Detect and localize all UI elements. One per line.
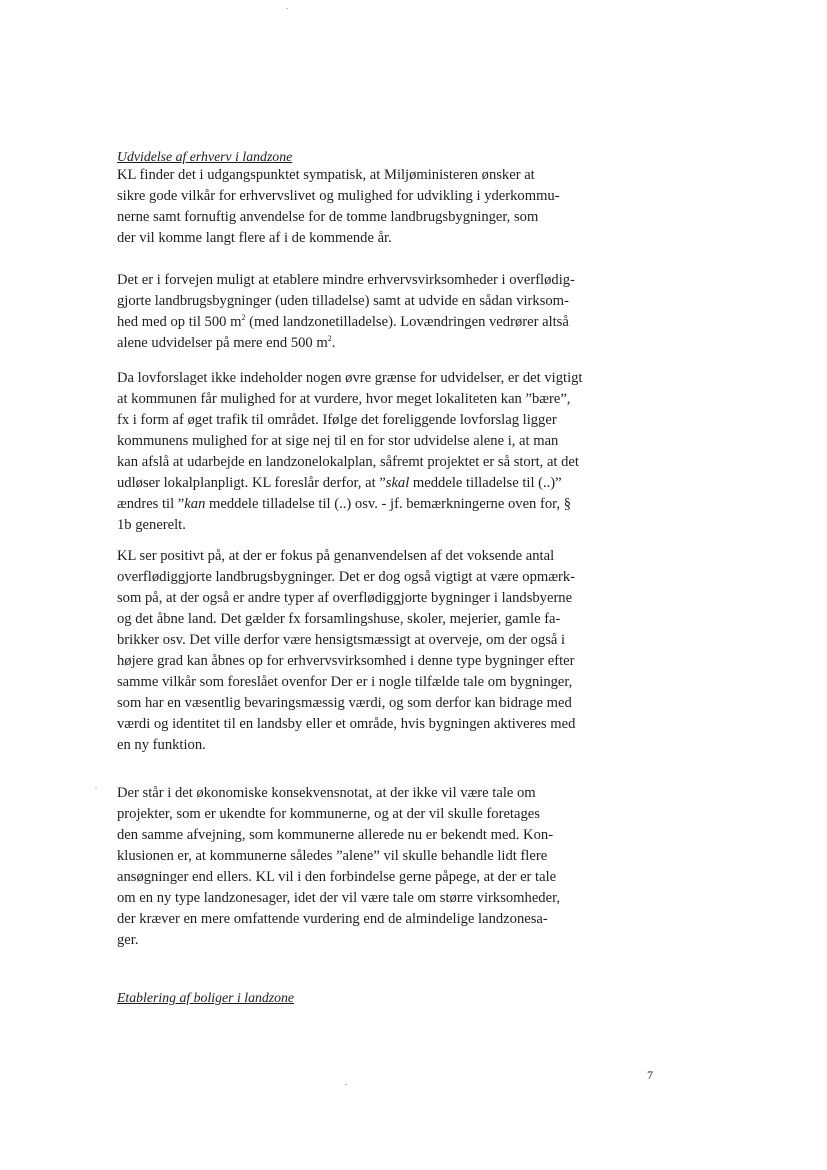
text-line: om en ny type landzonesager, idet der vil være tale om større virksomheder, [117,890,560,906]
text-line: der vil komme langt flere af i de kommende år. [117,230,392,246]
text-segment: meddele tilladelse til (..)” [409,475,562,491]
text-segment: hed med op til 500 m [117,314,242,330]
text-line: projekter, som er ukendte for kommunerne, og at der vil skulle foretages [117,806,540,822]
text-line: Da lovforslaget ikke indeholder nogen øvre grænse for udvidelser, er det vigtigt [117,370,583,386]
text-line: Der står i det økonomiske konsekvensnotat, at der ikke vil være tale om [117,785,536,801]
scan-speck [95,787,97,788]
text-segment: ændres til ” [117,496,185,512]
text-line: ger. [117,932,139,948]
scan-speck [345,1084,347,1085]
text-segment: (med landzonetilladelse). Lovændringen vedrører altså [245,314,569,330]
text-segment: udløser lokalplanpligt. KL foreslår derfor, at ” [117,475,386,491]
text-line: som har en væsentlig bevaringsmæssig værdi, og som derfor kan bidrage med [117,695,572,711]
text-line: kan afslå at udarbejde en landzonelokalplan, såfremt projektet er så stort, at det [117,454,579,470]
text-line: 1b generelt. [117,517,186,533]
heading-etablering: Etablering af boliger i landzone [117,990,295,1005]
text-line: Det er i forvejen muligt at etablere mindre erhvervsvirksomheder i overflødig- [117,272,575,288]
page-number: 7 [647,1068,653,1082]
text-line: fx i form af øget trafik til området. Ifølge det foreliggende lovforslag ligger [117,412,557,428]
text-line: og det åbne land. Det gælder fx forsamlingshuse, skoler, mejerier, gamle fa- [117,611,561,627]
text-segment: meddele tilladelse til (..) osv. - jf. bemærkningerne oven for, § [205,496,572,512]
text-line: kommunens mulighed for at sige nej til en for stor udvidelse alene i, at man [117,433,559,449]
text-line: der kræver en mere omfattende vurdering end de almindelige landzonesa- [117,911,548,927]
text-line: samme vilkår som foreslået ovenfor Der er i nogle tilfælde tale om bygninger, [117,674,573,690]
text-line: overflødiggjorte landbrugsbygninger. Det er dog også vigtigt at være opmærk- [117,569,575,585]
text-line: højere grad kan åbnes op for erhvervsvirksomhed i denne type bygninger efter [117,653,575,669]
paragraph-1 [117,165,623,249]
text-line: som på, at der også er andre typer af overflødiggjorte bygninger i landsbyerne [117,590,573,606]
text-line: KL ser positivt på, at der er fokus på genanvendelsen af det voksende antal [117,548,555,564]
section-heading [117,987,623,1008]
text-line: sikre gode vilkår for erhvervslivet og mulighed for udvikling i yderkommu- [117,188,560,204]
text-segment: alene udvidelser på mere end 500 m [117,335,328,351]
text-line [117,494,623,515]
italic-word: skal [385,475,410,491]
text-line [117,312,623,333]
paragraph-3 [117,368,623,536]
text-line: klusionen er, at kommunerne således ”alene” vil skulle behandle lidt flere [117,848,548,864]
text-segment: . [331,335,336,351]
scan-speck [286,8,288,9]
paragraph-2 [117,270,623,354]
text-line: værdi og identitet til en landsby eller et område, hvis bygningen aktiveres med [117,716,576,732]
paragraph-5 [117,783,623,951]
text-line: KL finder det i udgangspunktet sympatisk, at Miljøministeren ønsker at [117,167,535,183]
superscript: 2 [241,313,246,322]
text-line [117,473,623,494]
text-line: at kommunen får mulighed for at vurdere, hvor meget lokaliteten kan ”bære”, [117,391,571,407]
italic-word: kan [184,496,206,512]
text-line: brikker osv. Det ville derfor være hensigtsmæssigt at overveje, om der også i [117,632,566,648]
superscript: 2 [327,334,332,343]
heading-udvidelse: Udvidelse af erhverv i landzone [117,149,293,164]
text-line: ansøgninger end ellers. KL vil i den forbindelse gerne påpege, at der er tale [117,869,557,885]
text-line [117,333,623,354]
paragraph-4 [117,546,623,756]
section-heading [117,146,623,167]
text-line: en ny funktion. [117,737,206,753]
text-line: nerne samt fornuftig anvendelse for de tomme landbrugsbygninger, som [117,209,539,225]
text-line: gjorte landbrugsbygninger (uden tilladelse) samt at udvide en sådan virksom- [117,293,569,309]
text-line: den samme afvejning, som kommunerne allerede nu er bekendt med. Kon- [117,827,554,843]
